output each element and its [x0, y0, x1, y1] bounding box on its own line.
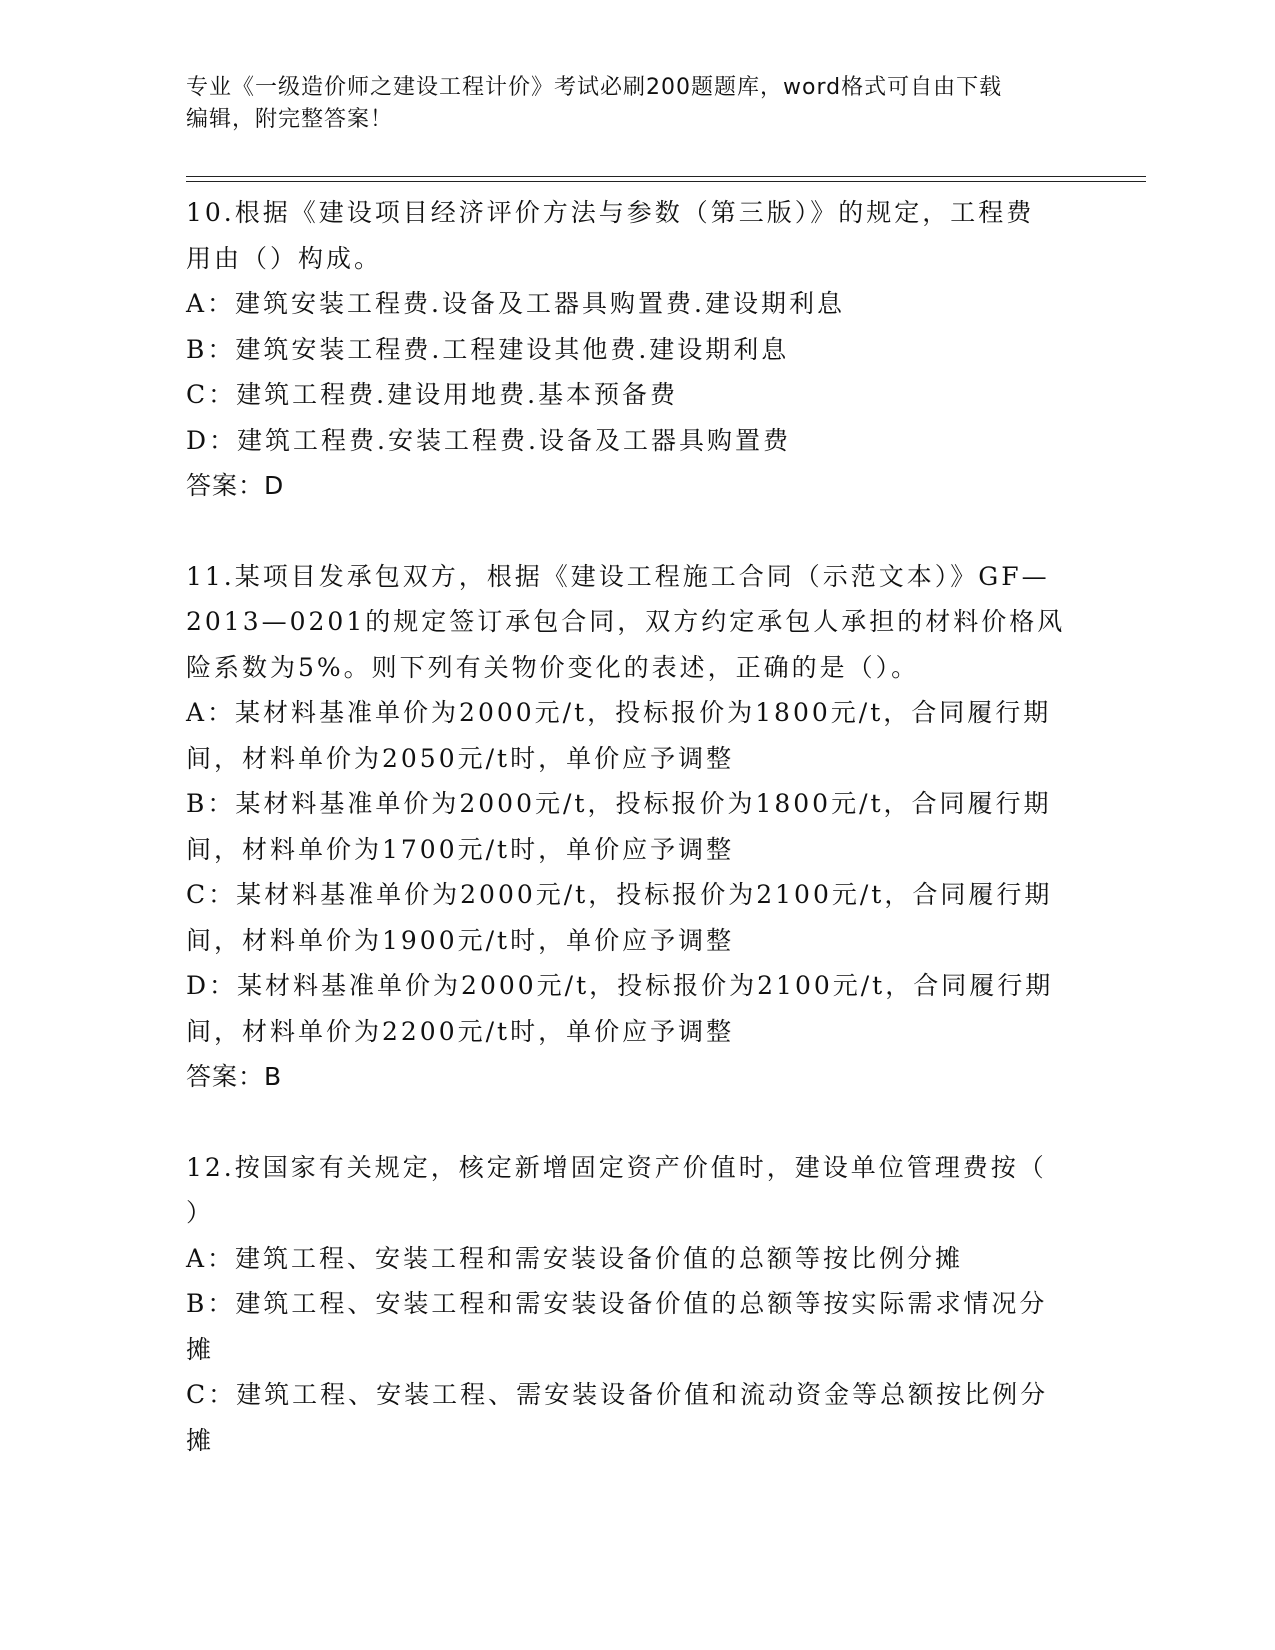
question-list: [186, 190, 1066, 1463]
option-a: A：建筑工程、安装工程和需安装设备价值的总额等按比例分摊: [186, 1243, 964, 1273]
header-divider-bottom: [186, 181, 1146, 182]
option-c: C：某材料基准单价为2000元/t，投标报价为2100元/t，合同履行期: [186, 880, 1053, 909]
option-c: C：建筑工程费.建设用地费.基本预备费: [186, 380, 679, 409]
question-12: [186, 1145, 1066, 1464]
option-c: C：建筑工程、安装工程、需安装设备价值和流动资金等总额按比例分: [186, 1380, 1049, 1409]
question-10: [186, 190, 1066, 509]
option-b: B：建筑工程、安装工程和需安装设备价值的总额等按实际需求情况分: [186, 1289, 1048, 1318]
question-stem-line: 11.某项目发承包双方，根据《建设工程施工合同（示范文本）》GF—: [186, 561, 1050, 591]
answer-line: 答案：B: [186, 1062, 283, 1091]
option-c-continued: 摊: [186, 1425, 215, 1455]
header-line-2: 编辑，附完整答案！: [186, 107, 394, 132]
answer-line: 答案：D: [186, 471, 285, 500]
question-stem-line: 用由（）构成。: [186, 243, 383, 273]
option-a: A：某材料基准单价为2000元/t，投标报价为1800元/t，合同履行期: [186, 698, 1052, 727]
option-a: A：建筑安装工程费.设备及工器具购置费.建设期利息: [186, 289, 845, 318]
option-b-continued: 间，材料单价为1700元/t时，单价应予调整: [186, 834, 735, 864]
option-b: B：某材料基准单价为2000元/t，投标报价为1800元/t，合同履行期: [186, 789, 1052, 818]
question-stem-line: 10.根据《建设项目经济评价方法与参数（第三版）》的规定，工程费: [186, 198, 1035, 227]
option-a-continued: 间，材料单价为2050元/t时，单价应予调整: [186, 743, 735, 773]
document-header: [186, 72, 1066, 136]
question-stem-line: 12.按国家有关规定，核定新增固定资产价值时，建设单位管理费按（: [186, 1152, 1047, 1182]
option-c-continued: 间，材料单价为1900元/t时，单价应予调整: [186, 925, 735, 955]
question-stem-line: 2013—0201的规定签订承包合同，双方约定承包人承担的材料价格风: [186, 607, 1066, 636]
option-d: D：某材料基准单价为2000元/t，投标报价为2100元/t，合同履行期: [186, 971, 1054, 1000]
option-b: B：建筑安装工程费.工程建设其他费.建设期利息: [186, 334, 790, 364]
header-divider-top: [186, 176, 1146, 177]
option-d: D：建筑工程费.安装工程费.设备及工器具购置费: [186, 425, 791, 455]
option-b-continued: 摊: [186, 1334, 215, 1364]
question-11: [186, 554, 1066, 1100]
question-stem-line: 险系数为5%。则下列有关物价变化的表述，正确的是（）。: [186, 652, 920, 682]
option-d-continued: 间，材料单价为2200元/t时，单价应予调整: [186, 1016, 735, 1046]
header-line-1: 专业《一级造价师之建设工程计价》考试必刷200题题库，word格式可自由下载: [186, 75, 1003, 100]
question-stem-line: ）: [186, 1198, 215, 1227]
